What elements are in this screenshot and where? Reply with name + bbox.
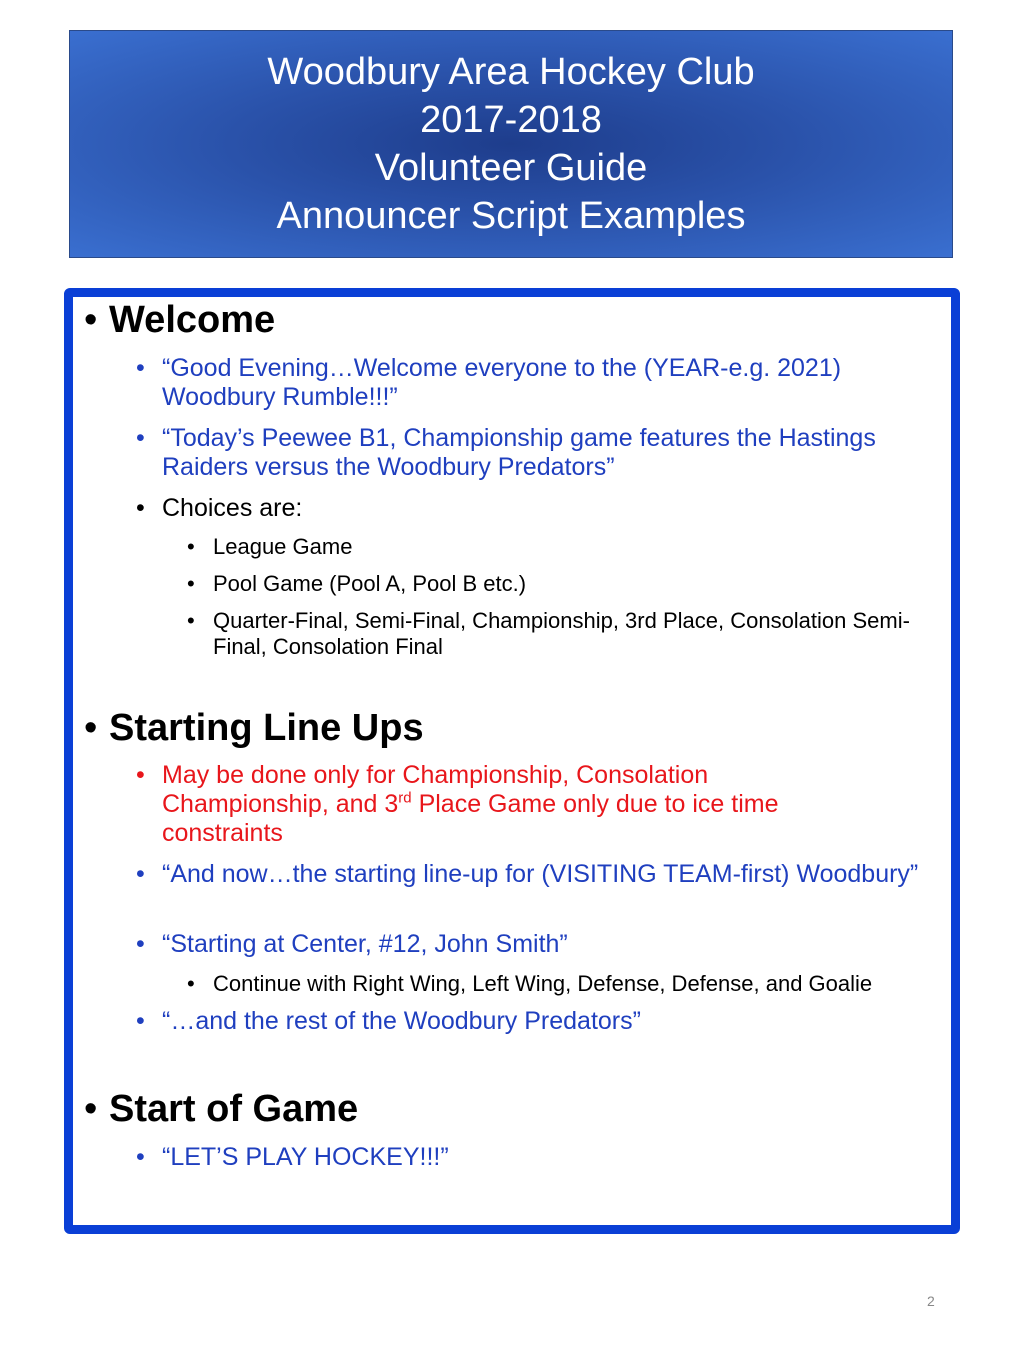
choice-item: • Pool Game (Pool A, Pool B etc.) [187, 571, 527, 596]
title-banner [69, 30, 953, 258]
choice-item: • Quarter-Final, Semi-Final, Championship, 3rd Place, Consolation Semi-Final, Consolation Final [187, 608, 910, 659]
lineups-note: • May be done only for Championship, Consolation Championship, and 3rd Place Game only due to ice time constraints [136, 761, 779, 847]
lineups-heading: • Starting Line Ups [84, 707, 424, 749]
welcome-bullet-3: • Choices are: [136, 494, 303, 522]
welcome-bullet-1: • “Good Evening…Welcome everyone to the (YEAR-e.g. 2021) Woodbury Rumble!!!” [136, 354, 842, 411]
startgame-heading: • Start of Game [84, 1088, 359, 1130]
season: 2017-2018 [420, 99, 602, 141]
page-number: 2 [927, 1293, 935, 1309]
section-title: Announcer Script Examples [276, 195, 746, 237]
lineups-bullet-3: • “Starting at Center, #12, John Smith” [136, 930, 568, 958]
lineups-bullet-4: • “…and the rest of the Woodbury Predators” [136, 1007, 641, 1035]
choice-item: • League Game [187, 534, 353, 559]
club-name: Woodbury Area Hockey Club [267, 51, 755, 93]
welcome-heading: • Welcome [84, 299, 276, 341]
startgame-bullet-1: • “LET’S PLAY HOCKEY!!!” [136, 1143, 449, 1171]
welcome-bullet-2: • “Today’s Peewee B1, Championship game features the Hastings Raiders versus the Woodbury Predators” [136, 424, 876, 481]
guide-title: Volunteer Guide [374, 147, 648, 189]
lineups-bullet-2: • “And now…the starting line-up for (VISITING TEAM-first) Woodbury” [136, 860, 919, 888]
lineups-sub-item: • Continue with Right Wing, Left Wing, Defense, Defense, and Goalie [187, 971, 873, 996]
